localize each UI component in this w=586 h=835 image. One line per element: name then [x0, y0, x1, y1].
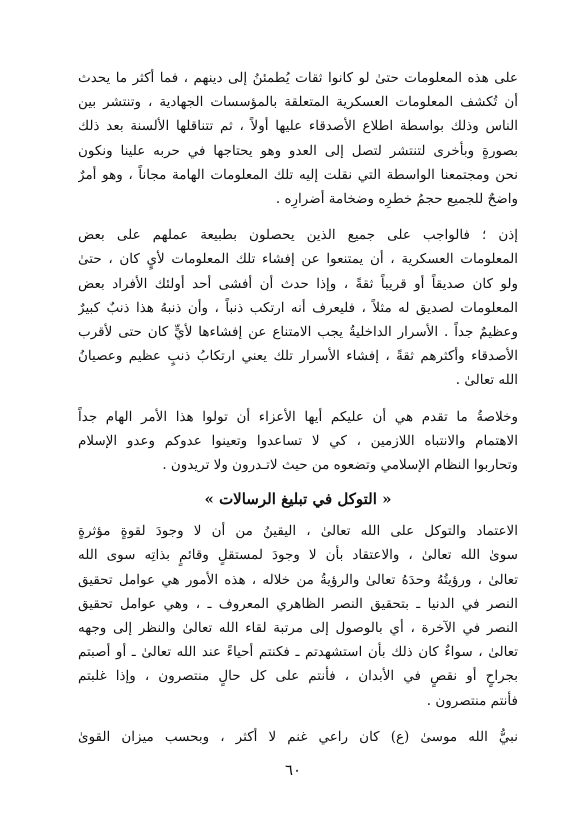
- text-line: الاهتمام والانتباه اللازمين ، كي لا تساعدوا وتعينوا عدوكم وعدو الإسلام: [78, 432, 518, 449]
- section-heading: « التوكل في تبليغ الرسالات »: [204, 490, 392, 509]
- text-line: المعلومات لصديق له مثلاً ، فليعرف أنه ارتكب ذنباً ، وأن ذنبهُ هذا ذنبٌ كبيرٌ: [78, 299, 518, 316]
- text-line: سوىٰ الله تعالىٰ ، والاعتقاد بأن لا وجودَ لمستقلٍ وقائمٍ بذاتِه سوى الله: [78, 547, 518, 564]
- text-line: بجراحٍ أو نقصٍ في الأبدان ، فأنتم على كل حالٍ منتصرون ، وإذا غلبتم: [78, 668, 518, 685]
- paragraph-5: [78, 725, 518, 749]
- text-line: أن تُكشف المعلومات العسكرية المتعلقة بالمؤسسات الجهادية ، وتنتشر بين: [78, 94, 518, 111]
- text-line: وعظيمٌ جداً . الأسرار الداخليةُ يجب الامتناع عن إفشاءها لأيٍّ كان حتى لأقرب: [78, 324, 518, 341]
- text-line: بصورةٍ وبأخرى لتنتشر لتصل إلى العدو وهو يحتاجها في حربه علينا ونكون: [78, 142, 518, 159]
- page-body: [78, 66, 518, 749]
- page-number: ٦٠: [284, 761, 302, 779]
- text-line: تعالىٰ ، سواءٌ كان ذلك بأن استشهدتم ـ فكنتم أحياءً عند الله تعالىٰ ـ أو أصبتم: [78, 644, 518, 661]
- text-line: الأصدقاء وأكثرهم ثقةً ، إفشاء الأسرار تلك يعني ارتكابُ ذنبٍ عظيم وعصيانُ: [78, 348, 518, 365]
- text-line: تعالىٰ ، ورؤيتُهُ وحدَهُ تعالىٰ والرؤيةُ من خلاله ، هذه الأمور هي عوامل تحقيق: [78, 571, 518, 588]
- text-line: الناس وذلك بواسطة اطلاع الأصدقاء عليها أولاً ، ثم تتناقلها الألسنة بعد ذلك: [78, 118, 518, 135]
- text-line: نبيُّ الله موسىٰ (ع) كان راعي غنم لا أكثر ، وبحسب ميزان القوىٰ: [78, 728, 518, 745]
- text-line: المعلومات العسكرية ، أن يمتنعوا عن إفشاء تلك المعلومات لأيٍ كان ، حتىٰ: [78, 251, 518, 268]
- text-line: وخلاصةُ ما تقدم هي أن عليكم أيها الأعزاء أن تولوا هذا الأمر الهام جداً: [78, 408, 518, 425]
- text-line: فأنتم منتصرون .: [426, 692, 518, 709]
- text-line: نحن ومجتمعنا الواسطة التي نقلت إليه تلك المعلومات الهامة مجاناً ، وهو أمرٌ: [78, 166, 518, 183]
- text-line: ولو كان صديقاً أو قريباً ثقةً ، وإذا حدث أن أفشى أحد أولئك الأفراد بعض: [78, 275, 518, 292]
- paragraph-4: [78, 519, 518, 713]
- paragraph-3: [78, 405, 518, 478]
- text-line: إذن ؛ فالواجب على جميع الذين يحصلون بطبيعة عملهم على بعض: [78, 227, 518, 244]
- text-line: النصر في الآخرة ، أي بالوصول إلى مرتبة لقاء الله تعالىٰ والنظر إلى وجهه: [78, 620, 518, 637]
- text-line: واضحٌ للجميع حجمُ خطرِه وضخامة أضرارِه .: [275, 191, 518, 208]
- text-line: وتحاربوا النظام الإسلامي وتضعوه من حيث لاتـدرون ولا تريدون .: [162, 457, 518, 474]
- paragraph-2: [78, 223, 518, 392]
- text-line: الله تعالىٰ .: [455, 372, 518, 389]
- text-line: النصر في الدنيا ـ بتحقيق النصر الظاهري المعروف ـ ، وهي عوامل تحقيق: [78, 595, 518, 612]
- paragraph-1: [78, 66, 518, 211]
- text-line: الاعتماد والتوكل على الله تعالىٰ ، اليقينُ من أن لا وجودَ لقوةٍ مؤثرةٍ: [78, 523, 518, 540]
- text-line: على هذه المعلومات حتىٰ لو كانوا ثقات يُطمئنُ إلى دينهم ، فما أكثر ما يحدث: [78, 70, 518, 86]
